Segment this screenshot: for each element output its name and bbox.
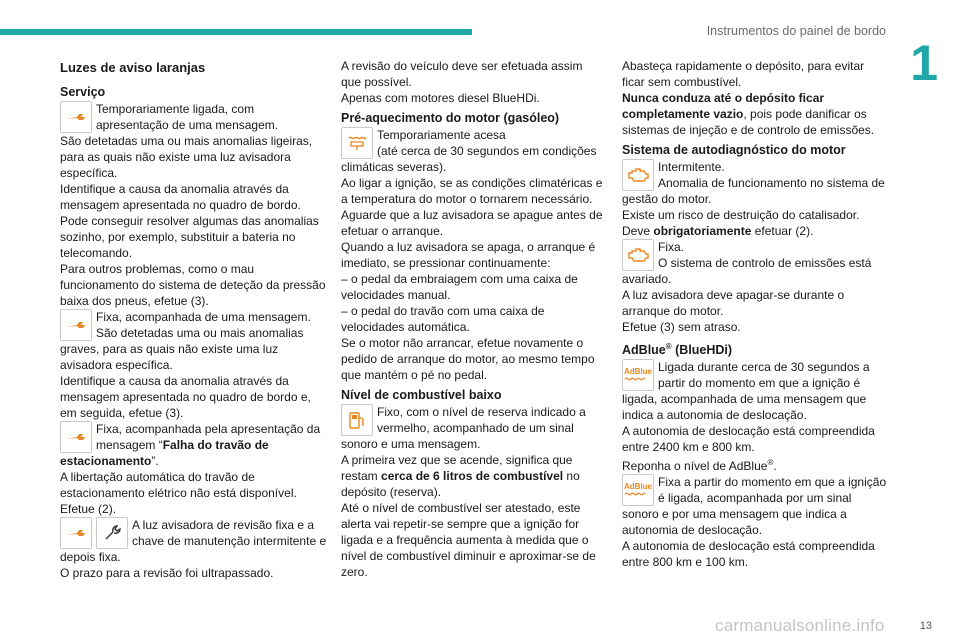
fuel-pump-icon [341, 404, 373, 436]
service-4-icon-text: A luz avisadora de revisão fixa e a chave de manutenção intermitente e depois fixa. [60, 518, 327, 564]
chapter-number: 1 [910, 35, 938, 91]
preheat-dash1: – o pedal da embraiagem com uma caixa de velocidades manual. [341, 272, 578, 302]
adblue-title [622, 339, 890, 358]
watermark: carmanualsonline.info [715, 616, 885, 635]
fuel-icon-text: Fixo, com o nível de reserva indicado a vermelho, acompanhado de um sinal sonoro e uma mensagem. [341, 405, 586, 451]
preheat-icon-text2: (até cerca de 30 segundos em condições climáticas severas). [341, 144, 597, 174]
service-2-icon-text2: São detetadas uma ou mais anomalias graves, para as quais não existe uma luz avisadora específica. [60, 326, 304, 372]
service-1-line4: Para outros problemas, como o mau funcionamento do sistema de deteção da pressão baixa dos pneus, efetue (3). [60, 262, 326, 308]
header-accent-bar [0, 29, 472, 35]
preheat-line4: Se o motor não arrancar, efetue novamente o pedido de arranque do motor, ao mesmo tempo que mantém o pé no pedal. [341, 336, 595, 382]
preheat-line2: Ao ligar a ignição, se as condições climatéricas e a temperatura do motor o tornarem necessário. Aguarde que a luz avisadora se apague antes de efetuar o arranque. [341, 176, 603, 238]
preheat-icon-text: Temporariamente acesa [377, 128, 506, 142]
diag2-icon-text: Fixa. [658, 240, 685, 254]
service-3-line3: Efetue (2). [60, 502, 117, 516]
bold-text: cerca de 6 litros de combustível [381, 469, 564, 483]
page-header-title: Instrumentos do painel de bordo [706, 24, 886, 38]
text-fragment: Deve [622, 224, 654, 238]
service-warning-icon [60, 517, 92, 549]
adblue-1-line2: A autonomia de deslocação está compreendida entre 2400 km e 800 km. [622, 424, 875, 455]
service-1-icon-text: Temporariamente ligada, com apresentação de uma mensagem. [96, 102, 279, 132]
service-1-line3: Pode conseguir resolver algumas das anomalias sozinho, por exemplo, substituir a bateria no telecomando. [60, 214, 319, 260]
preheat-line3: Quando a luz avisadora se apaga, o arranque é imediato, se pressionar continuamente: [341, 240, 596, 270]
text-fragment: Fixa, acompanhada pela apresentação da mensagem “ [96, 422, 321, 452]
preheat-title: Pré-aquecimento do motor (gasóleo) [341, 111, 560, 125]
service-warning-icon [60, 101, 92, 133]
text-fragment: no depósito (reserva). [341, 469, 580, 499]
service-1-line2: Identifique a causa da anomalia através da mensagem apresentada no quadro de bordo. [60, 182, 301, 212]
text-fragment: A primeira vez que se acende, significa que restam [341, 453, 573, 483]
adblue-icon [622, 359, 654, 391]
registered-mark: ® [665, 342, 672, 351]
engine-check-icon [622, 159, 654, 191]
column-3 [622, 58, 890, 570]
service-2-line2: Identifique a causa da anomalia através da mensagem apresentada no quadro de bordo e, em seguida, efetue (3). [60, 374, 311, 420]
text-fragment: Reponha o nível de AdBlue [622, 459, 768, 474]
glow-plug-icon [341, 127, 373, 159]
service-1-text: São detetadas uma ou mais anomalias ligeiras, para as quais não existe uma luz avisadora específica. [60, 134, 313, 180]
page-number: 13 [919, 620, 932, 632]
service-4-line2: O prazo para a revisão foi ultrapassado. [60, 566, 274, 580]
service-3-icon-text [60, 421, 328, 469]
column-1 [60, 58, 328, 581]
diag2-icon-text2: O sistema de controlo de emissões está avariado. [622, 256, 872, 286]
preheat-dash2: – o pedal do travão com uma caixa de velocidades automática. [341, 304, 545, 334]
text-fragment: , pois pode danificar os sistemas de injeção e de controlo de emissões. [622, 107, 875, 137]
adblue-2-line2: A autonomia de deslocação está compreendida entre 800 km e 100 km. [622, 539, 875, 570]
text-fragment: . [773, 459, 777, 474]
service-top-text: A revisão do veículo deve ser efetuada assim que possível. [341, 59, 583, 89]
diag2-line3: Efetue (3) sem atraso. [622, 320, 741, 334]
fuel-warning [622, 90, 890, 138]
fuel-title: Nível de combustível baixo [341, 388, 502, 402]
service-3-line2: A libertação automática do travão de estacionamento elétrico não está disponível. [60, 470, 297, 500]
diag-icon-text2: Anomalia de funcionamento no sistema de gestão do motor. [622, 176, 885, 206]
registered-mark: ® [767, 458, 774, 468]
diag2-line2: A luz avisadora deve apagar-se durante o arranque do motor. [622, 288, 845, 318]
text-fragment: (BlueHDi) [671, 343, 733, 358]
text-fragment: efetuar (2). [751, 224, 814, 238]
engine-check-icon [622, 239, 654, 271]
adblue-icon-label: AdBlue [624, 482, 652, 492]
text-fragment: AdBlue [622, 343, 666, 358]
section-title: Luzes de aviso laranjas [60, 60, 206, 75]
fuel-line3: Até o nível de combustível ser atestado, este alerta vai repetir-se sempre que a ignição for ligada e a frequência aumenta à medida que o nível de combustível diminuir e aproximar-se de zero. [341, 501, 596, 579]
column-2 [341, 58, 603, 580]
text-fragment: ”. [151, 454, 159, 468]
adblue-1-icon-text: Ligada durante cerca de 30 segundos a partir do momento em que a ignição é ligada, acompanhada de uma mensagem que indica a autonomia de deslocação. [622, 360, 870, 423]
adblue-icon [622, 474, 654, 506]
adblue-1-line3 [622, 455, 890, 474]
service-title: Serviço [60, 85, 106, 99]
service-top-line2: Apenas com motores diesel BlueHDi. [341, 91, 540, 105]
service-warning-icon [60, 309, 92, 341]
adblue-icon-label: AdBlue [624, 367, 652, 377]
service-2-icon-text: Fixa, acompanhada de uma mensagem. [96, 310, 311, 324]
diag-line3 [622, 223, 890, 239]
bold-text: obrigatoriamente [653, 224, 752, 238]
diag-icon-text: Intermitente. [658, 160, 725, 174]
adblue-2-icon-text: Fixa a partir do momento em que a ignição é ligada, acompanhada por um sinal sonoro e por uma mensagem que indica a autonomia de deslocação. [622, 475, 887, 538]
fuel-top-text: Abasteça rapidamente o depósito, para evitar ficar sem combustível. [622, 59, 865, 89]
bold-text: Falha do travão de estacionamento [60, 438, 269, 468]
service-warning-icon [60, 421, 92, 453]
diag-title: Sistema de autodiagnóstico do motor [622, 143, 846, 157]
bold-text: Nunca conduza até o depósito ficar completamente vazio [622, 91, 825, 121]
service-key-icon [96, 517, 128, 549]
diag-line2: Existe um risco de destruição do catalisador. [622, 208, 860, 222]
fuel-line2 [341, 452, 603, 500]
